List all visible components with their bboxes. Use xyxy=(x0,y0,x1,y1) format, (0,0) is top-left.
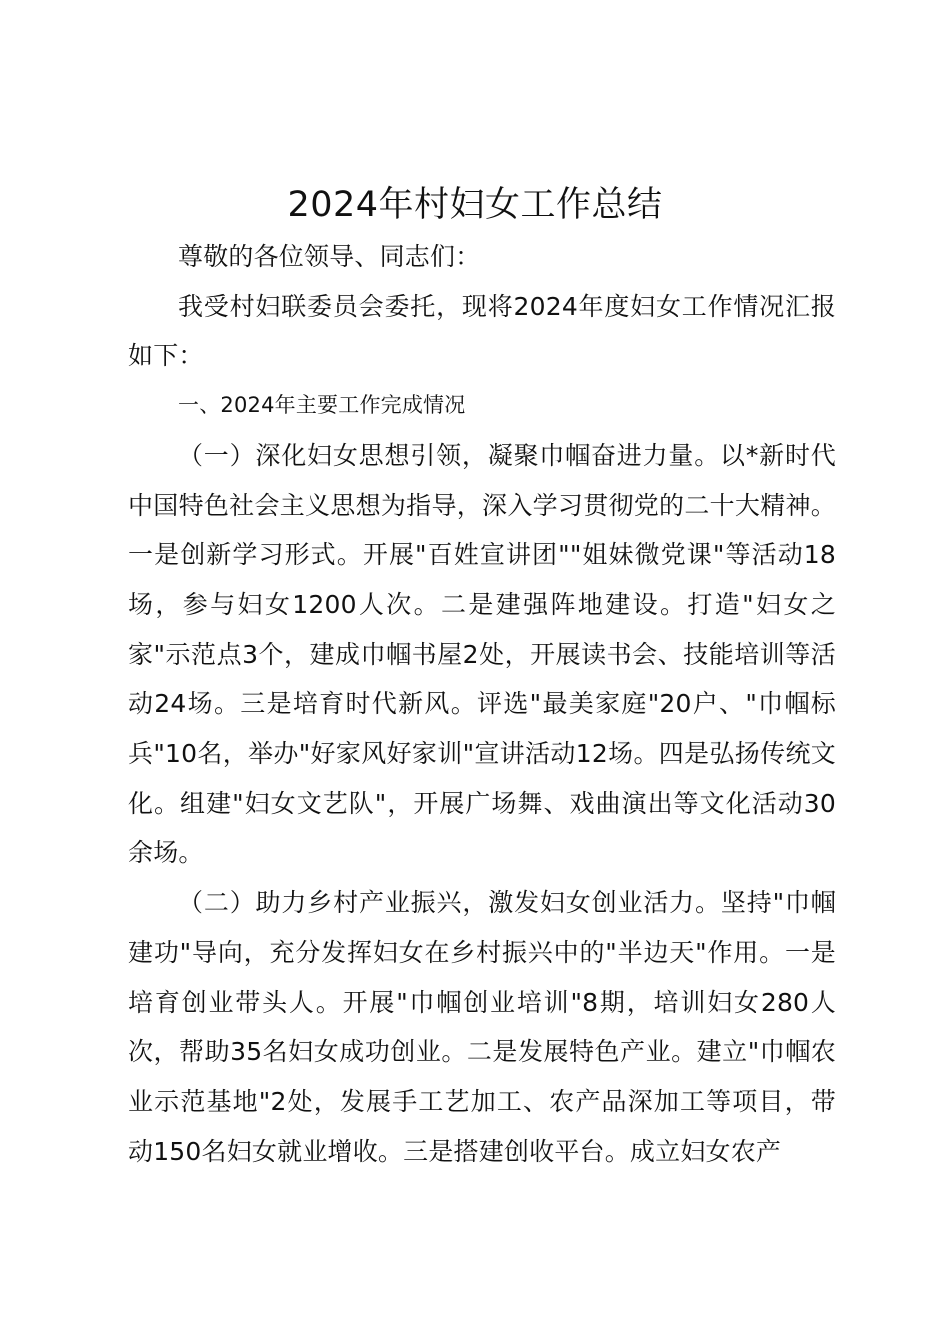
body-paragraph-2: （二）助力乡村产业振兴，激发妇女创业活力。坚持"巾帼建功"导向，充分发挥妇女在乡村振兴中的"半边天"作用。一是培育创业带头人。开展"巾帼创业培训"8期，培训妇女280人次，帮助35名妇女成功创业。二是发展特色产业。建立"巾帼农业示范基地"2处，发展手工艺加工、农产品深加工等项目，带动150名妇女就业增收。三是搭建创收平台。成立妇女农产 xyxy=(128,888,836,1166)
document-title: 2024年村妇女工作总结 xyxy=(287,185,663,225)
body-paragraph-1: （一）深化妇女思想引领，凝聚巾帼奋进力量。以*新时代中国特色社会主义思想为指导，深入学习贯彻党的二十大精神。一是创新学习形式。开展"百姓宣讲团""姐妹微党课"等活动18场，参与妇女1200人次。二是建强阵地建设。打造"妇女之家"示范点3个，建成巾帼书屋2处，开展读书会、技能培训等活动24场。三是培育时代新风。评选"最美家庭"20户、"巾帼标兵"10名，举办"好家风好家训"宣讲活动12场。四是弘扬传统文化。组建"妇女文艺队"，开展广场舞、戏曲演出等文化活动30余场。 xyxy=(128,440,836,868)
salutation: 尊敬的各位领导、同志们： xyxy=(178,242,481,271)
document-body xyxy=(128,232,836,1176)
intro-paragraph: 我受村妇联委员会委托，现将2024年度妇女工作情况汇报如下： xyxy=(128,291,836,371)
section-heading: 一、2024年主要工作完成情况 xyxy=(178,393,466,418)
